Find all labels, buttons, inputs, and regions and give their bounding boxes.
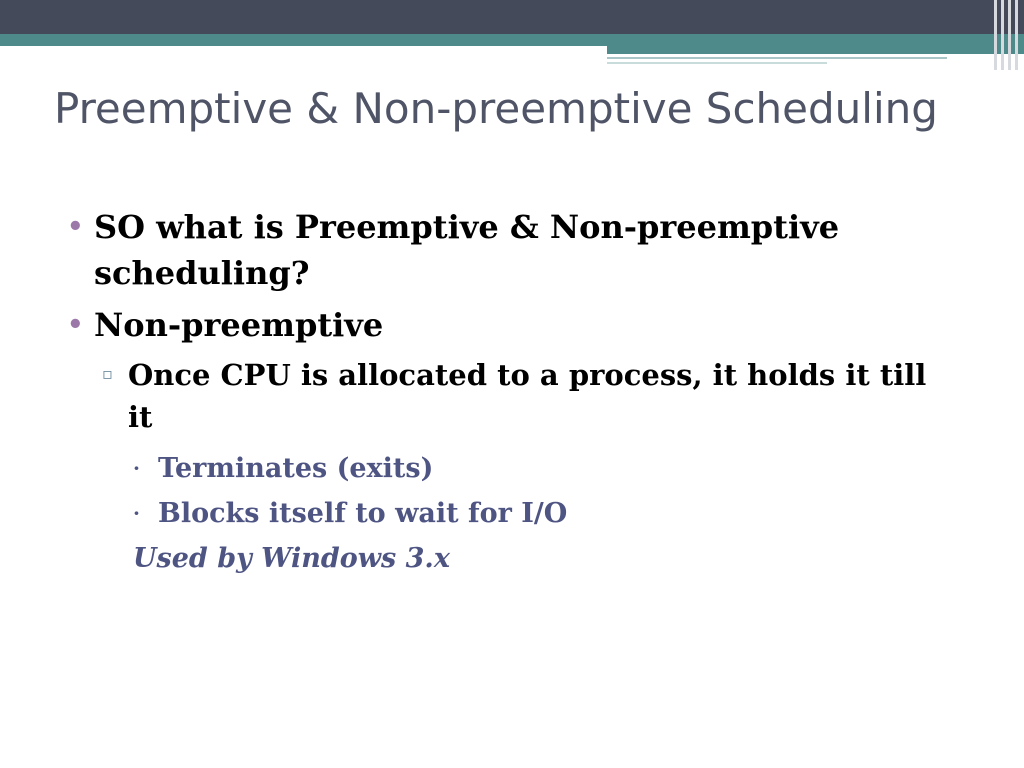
header-banner-teal	[0, 34, 1024, 46]
header-accent-line	[607, 62, 827, 64]
bullet-text: SO what is Preemptive & Non-preemptive scheduling?	[94, 208, 840, 292]
sub-bullet-text: Once CPU is allocated to a process, it holds it till it	[128, 358, 927, 434]
slide-title: Preemptive & Non-preemptive Scheduling	[54, 84, 938, 133]
sub-sub-bullet-marker: ·	[133, 501, 140, 525]
right-decorative-stripes	[992, 0, 1024, 70]
sub-sub-bullet-marker: ·	[133, 456, 140, 480]
bullet-marker: •	[67, 310, 84, 340]
sub-bullet-item	[0, 354, 948, 438]
bullet-item	[0, 204, 954, 296]
sub-sub-bullet-text: Terminates (exits)	[158, 453, 434, 484]
sub-sub-bullet-item	[0, 491, 1024, 536]
sub-bullet-marker: ▫	[102, 364, 113, 383]
slide-body	[0, 204, 1024, 581]
header-accent-line	[607, 57, 947, 59]
sub-sub-bullet-text: Blocks itself to wait for I/O	[158, 498, 568, 529]
bullet-marker: •	[67, 212, 84, 242]
sub-sub-bullet-item	[0, 446, 1024, 491]
note-text: Used by Windows 3.x	[133, 543, 450, 574]
header-banner-dark	[0, 0, 1024, 34]
header-banner-teal-step	[607, 46, 1024, 54]
bullet-text: Non-preemptive	[94, 306, 384, 344]
bullet-item	[0, 302, 954, 348]
